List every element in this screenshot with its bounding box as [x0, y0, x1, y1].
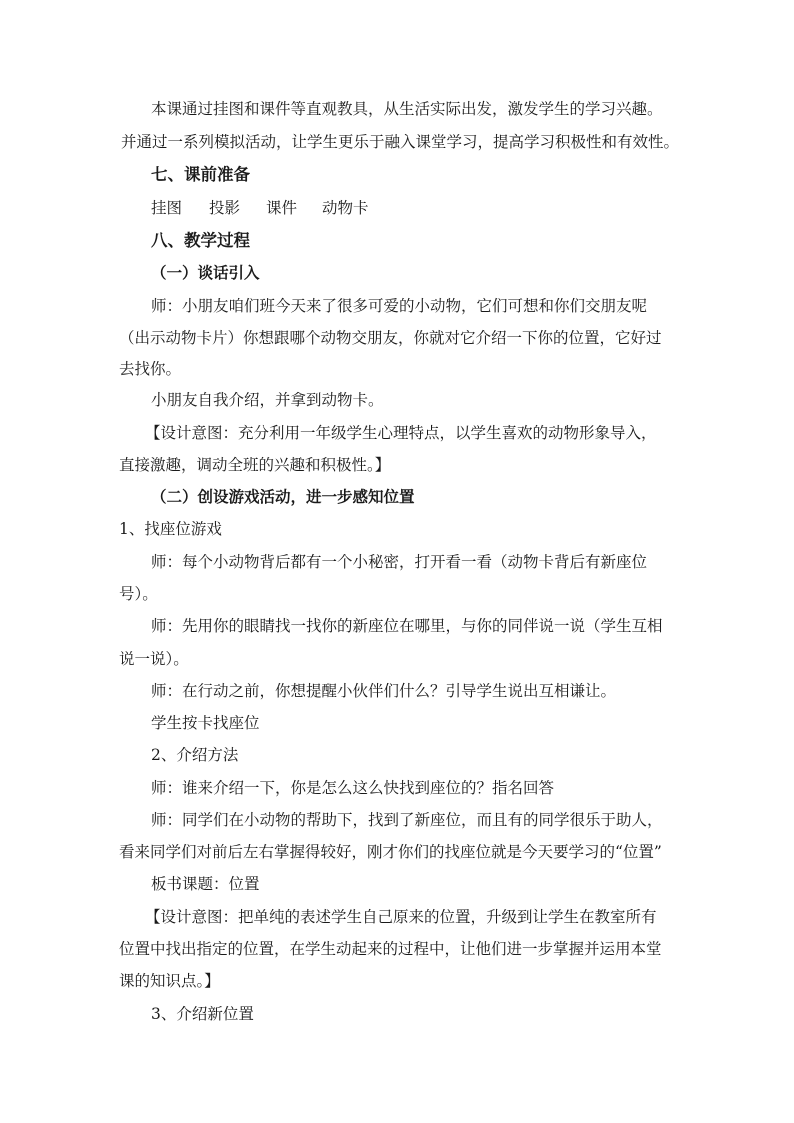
item2-para-1: 师：谁来介绍一下，你是怎么这么快找到座位的？指名回答: [151, 779, 555, 797]
part1-para-line-1: 师：小朋友咱们班今天来了很多可爱的小动物，它们可想和你们交朋友呢: [151, 297, 648, 315]
prep-item-animal-cards: 动物卡: [322, 199, 369, 217]
intro-line-2: 并通过一系列模拟活动，让学生更乐于融入课堂学习，提高学习积极性和有效性。: [121, 133, 680, 151]
item2-design-line-2: 位置中找出指定的位置，在学生动起来的过程中，让他们进一步掌握并运用本堂: [119, 940, 662, 958]
item2-para-3: 板书课题：位置: [151, 875, 260, 893]
item2-design-line-3: 课的知识点。】: [119, 972, 220, 990]
item2-design-line-1: 【设计意图：把单纯的表述学生自己原来的位置，升级到让学生在教室所有: [145, 908, 657, 926]
prep-item-courseware: 课件: [266, 199, 298, 217]
part1-para-line-3: 去找你。: [119, 360, 182, 378]
intro-line-1: 本课通过挂图和课件等直观教具，从生活实际出发，激发学生的学习兴趣。: [151, 100, 663, 118]
item1-para-3: 师：在行动之前，你想提醒小伙伴们什么？引导学生说出互相谦让。: [151, 682, 617, 700]
item-3-heading: 3、介绍新位置: [151, 1005, 254, 1023]
item1-para1-line-2: 号）。: [119, 585, 158, 603]
item1-para2-line-1: 师：先用你的眼睛找一找你的新座位在哪里，与你的同伴说一说（学生互相: [151, 617, 663, 635]
item1-para1-line-1: 师：每个小动物背后都有一个小秘密，打开看一看（动物卡背后有新座位: [151, 553, 648, 571]
item-2-heading: 2、介绍方法: [151, 746, 239, 764]
item1-para2-line-2: 说一说）。: [119, 650, 189, 668]
part1-para-2: 小朋友自我介绍，并拿到动物卡。: [151, 391, 384, 409]
part-1-heading: （一）谈话引入: [151, 263, 260, 282]
part-2-heading: （二）创设游戏活动，进一步感知位置: [151, 487, 415, 506]
prep-item-wallchart: 挂图: [151, 199, 183, 217]
item-1-heading: 1、找座位游戏: [119, 520, 222, 538]
prep-item-projection: 投影: [209, 199, 241, 217]
section-7-heading: 七、课前准备: [151, 165, 250, 184]
part1-design-line-1: 【设计意图：充分利用一年级学生心理特点，以学生喜欢的动物形象导入，: [145, 424, 657, 442]
part1-design-line-2: 直接激趣，调动全班的兴趣和积极性。】: [119, 456, 391, 474]
item2-para2-line-1: 师：同学们在小动物的帮助下，找到了新座位，而且有的同学很乐于助人，: [151, 811, 663, 829]
section-8-heading: 八、教学过程: [151, 231, 250, 250]
item2-para2-line-2: 看来同学们对前后左右掌握得较好，刚才你们的找座位就是今天要学习的“位置”: [119, 843, 662, 861]
item1-para-4: 学生按卡找座位: [151, 714, 260, 732]
part1-para-line-2: （出示动物卡片）你想跟哪个动物交朋友，你就对它介绍一下你的位置，它好过: [119, 329, 662, 347]
